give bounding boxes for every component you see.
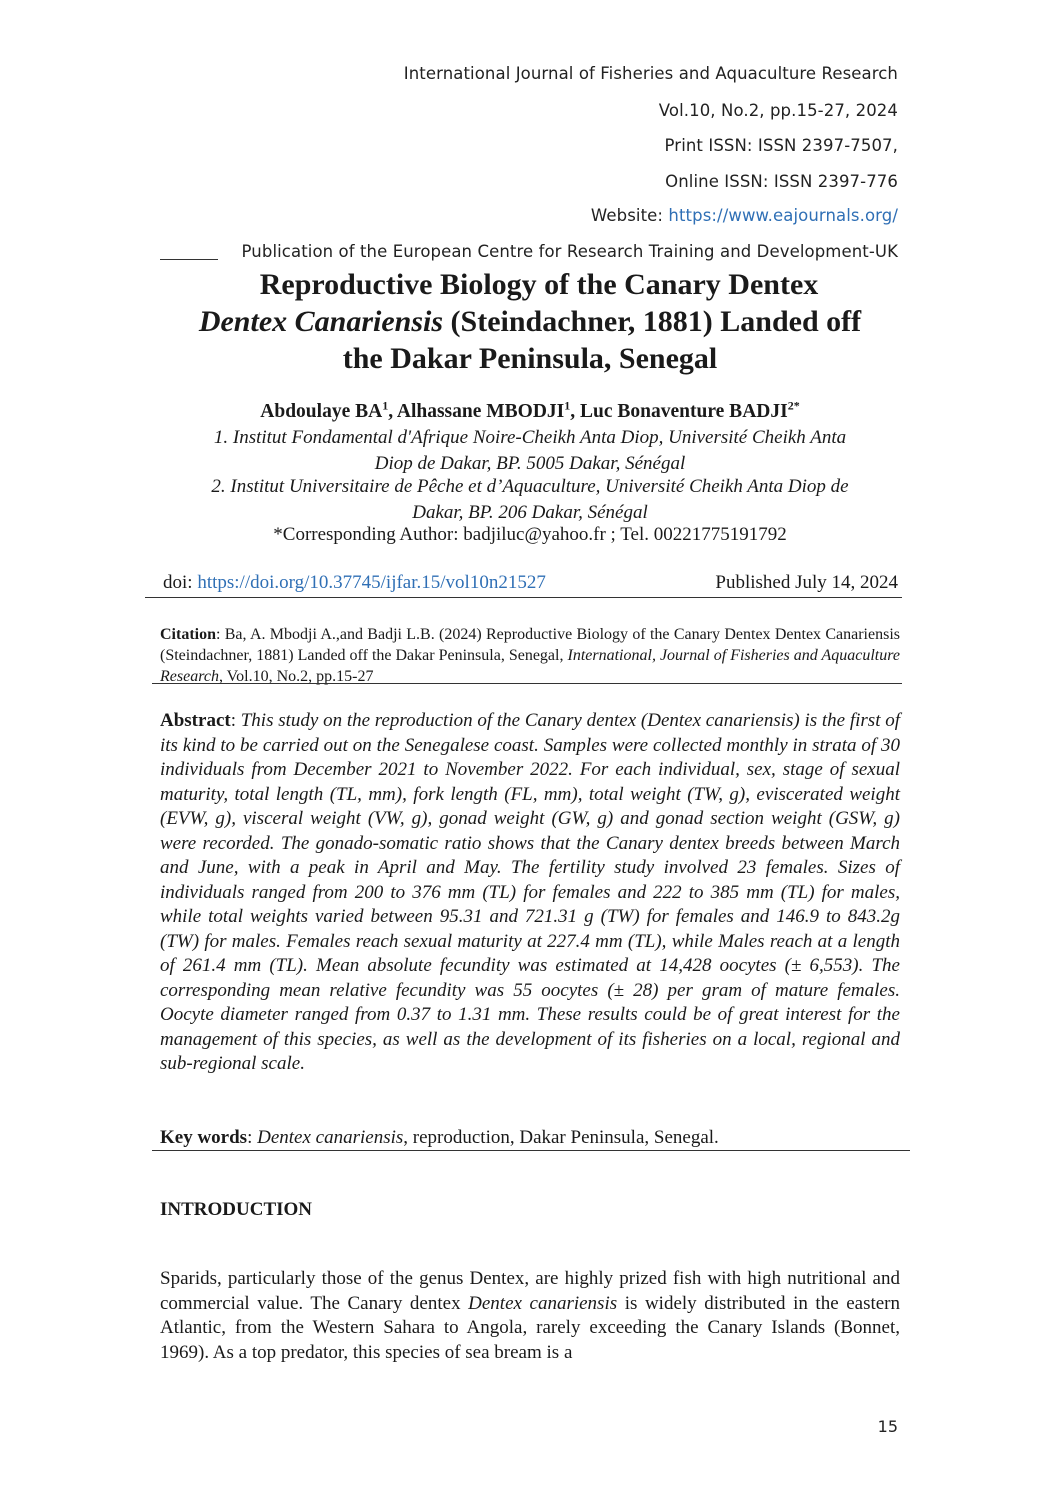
- paper-title: [160, 266, 900, 377]
- citation-rule: [152, 683, 902, 684]
- intro-text-a: Sparids, particularly those of the genus Dentex, are highly prized fish with high nutritional and commercial value. The Canary dentex: [160, 1268, 900, 1314]
- author-1: Abdoulaye BA: [260, 401, 383, 422]
- keywords-species: Dentex canariensis: [257, 1127, 404, 1148]
- affiliation-2: [160, 474, 900, 526]
- citation: [160, 624, 900, 687]
- introduction-paragraph: [160, 1267, 900, 1365]
- doi: [163, 572, 546, 594]
- abstract-text: This study on the reproduction of the Canary dentex (Dentex canariensis) is the first of its kind to be carried out on the Senegalese coast. Samples were collected monthly in strata of 30 individuals from December 2021 to November 2022. For each individual, sex, stage of sexual maturity, total length (TL, mm), fork length (FL, mm), total weight (TW, g), eviscerated weight (EVW, g), visceral weight (VW, g), gonad weight (GW, g) and gonad section weight (GSW, g) were recorded. The gonado-somatic ratio shows that the Canary dentex breeds between March and June, with a peak in April and May. The fertility study involved 23 females. Sizes of individuals ranged from 200 to 376 mm (TL) for females and 222 to 385 mm (TL) for males, while total weights varied between 95.31 and 721.31 g (TW) for females and 146.9 to 843.2g (TW) for males. Females reach sexual maturity at 227.4 mm (TL), while Males reach at a length of 261.4 mm (TL). Mean absolute fecundity was estimated at 14,428 oocytes (± 6,553). The corresponding mean relative fecundity was 55 oocytes (± 28) per gram of mature females. Oocyte diameter ranged from 0.37 to 1.31 mm. These results could be of great interest for the management of this species, as well as the development of its fisheries on a local, regional and sub-regional scale.: [160, 710, 901, 1074]
- affiliation-1-line-2: Diop de Dakar, BP. 5005 Dakar, Sénégal: [374, 453, 686, 474]
- title-line-1: Reproductive Biology of the Canary Dentex: [259, 268, 819, 301]
- title-line-3: the Dakar Peninsula, Senegal: [342, 342, 718, 375]
- affiliation-1: [160, 425, 900, 477]
- author-3: Luc Bonaventure BADJI: [580, 401, 788, 422]
- keywords-rest: , reproduction, Dakar Peninsula, Senegal.: [403, 1127, 719, 1148]
- keywords: [160, 1126, 900, 1150]
- title-species: Dentex Canariensis: [198, 305, 444, 338]
- author-separator: ,: [570, 401, 581, 422]
- online-issn: Online ISSN: ISSN 2397-776: [665, 172, 898, 191]
- website-line: [591, 206, 898, 225]
- affiliation-2-line-2: Dakar, BP. 206 Dakar, Sénégal: [412, 502, 648, 523]
- header-rule: [160, 259, 218, 260]
- author-2-affil: 1: [564, 398, 571, 413]
- doi-rule: [145, 597, 902, 598]
- keywords-rule: [152, 1150, 910, 1151]
- page-number: 15: [877, 1417, 898, 1436]
- print-issn: Print ISSN: ISSN 2397-7507,: [664, 136, 898, 155]
- abstract-colon: :: [230, 710, 241, 731]
- publisher-line: Publication of the European Centre for Research Training and Development-UK: [241, 242, 898, 261]
- citation-tail: , Vol.10, No.2, pp.15-27: [218, 668, 374, 685]
- intro-text-b: is widely distributed in the eastern Atlantic, from the Western Sahara to Angola, rarely exceeding the Canary Islands (Bonnet, 1969). As a top predator, this species of sea bream is a: [160, 1292, 900, 1363]
- published-date: Published July 14, 2024: [715, 572, 898, 593]
- affiliation-1-line-1: 1. Institut Fondamental d'Afrique Noire-Cheikh Anta Diop, Université Cheikh Anta: [213, 427, 847, 448]
- citation-journal: International, Journal of Fisheries and Aquaculture Research: [160, 647, 900, 685]
- abstract-label: Abstract: [160, 710, 231, 731]
- author-1-affil: 1: [382, 398, 389, 413]
- website-link[interactable]: https://www.eajournals.org/: [668, 206, 898, 225]
- volume-info: Vol.10, No.2, pp.15-27, 2024: [658, 101, 898, 120]
- doi-row: [163, 572, 898, 594]
- citation-text: : Ba, A. Mbodji A.,and Badji L.B. (2024) Reproductive Biology of the Canary Dentex Dentex Canariensis (Steindachner, 1881) Landed off the Dakar Peninsula, Senegal,: [160, 626, 900, 664]
- doi-link[interactable]: https://doi.org/10.37745/ijfar.15/vol10n21527: [197, 572, 546, 593]
- affiliation-2-line-1: 2. Institut Universitaire de Pêche et d’Aquaculture, Université Cheikh Anta Diop de: [211, 476, 849, 497]
- intro-species: Dentex canariensis: [468, 1292, 618, 1314]
- title-line-2: [160, 303, 900, 340]
- journal-name: International Journal of Fisheries and Aquaculture Research: [403, 64, 898, 83]
- keywords-label: Key words: [160, 1127, 248, 1148]
- citation-label: Citation: [160, 626, 216, 643]
- title-line-2-rest: (Steindachner, 1881) Landed off: [443, 305, 862, 338]
- author-2: Alhassane MBODJI: [396, 401, 565, 422]
- corresponding-author: *Corresponding Author: badjiluc@yahoo.fr ; Tel. 00221775191792: [273, 524, 787, 545]
- keywords-colon: :: [247, 1127, 258, 1148]
- author-list: [160, 399, 900, 425]
- author-separator: ,: [388, 401, 397, 422]
- author-3-affil: 2*: [787, 398, 800, 413]
- doi-label: doi:: [163, 572, 198, 593]
- abstract: [160, 709, 900, 1077]
- website-label: Website:: [590, 206, 664, 225]
- section-heading-introduction: INTRODUCTION: [160, 1199, 313, 1220]
